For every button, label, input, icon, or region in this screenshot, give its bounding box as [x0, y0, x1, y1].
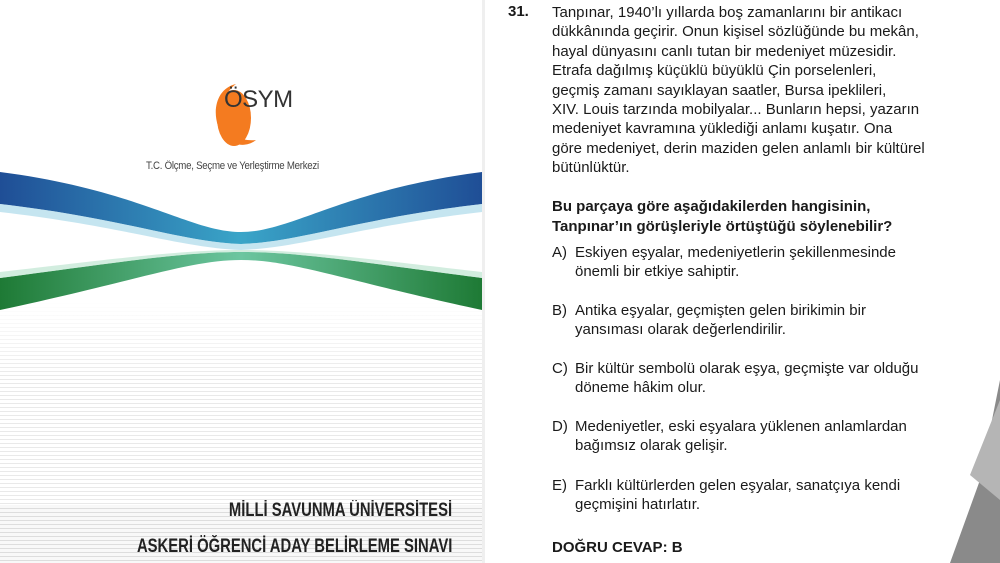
- passage-line: geçmiş zamanı sayıklayan saatler, Bursa ipeklileri,: [552, 81, 887, 99]
- option-text-line: bağımsız olarak gelişir.: [575, 437, 728, 454]
- option-letter: B): [552, 302, 567, 319]
- option-text-line: Bir kültür sembolü olarak eşya, geçmişte var olduğu: [575, 360, 919, 377]
- panel-divider: [482, 0, 485, 563]
- exam-booklet-cover: [0, 0, 482, 563]
- logo-text: ÖSYM: [224, 86, 293, 113]
- option-text-line: Antika eşyalar, geçmişten gelen birikimin bir: [575, 302, 866, 319]
- option-text-line: önemli bir etkiye sahiptir.: [575, 263, 740, 280]
- passage-line: Etrafa dağılmış küçüklü büyüklü Çin porselenleri,: [552, 62, 877, 80]
- option-text-line: döneme hâkim olur.: [575, 379, 706, 396]
- question-number: 31.: [508, 3, 529, 20]
- passage-line: XIV. Louis tarzında mobilyalar... Bunların hepsi, yazarın: [552, 101, 920, 119]
- option-text-line: Medeniyetler, eski eşyalara yüklenen anlamlardan: [575, 418, 907, 435]
- option-letter: E): [552, 477, 567, 494]
- passage-line: dükkânında geçirir. Onun kişisel sözlüğünde bu mekân,: [552, 23, 919, 41]
- option-text-line: Farklı kültürlerden gelen eşyalar, sanatçıya kendi: [575, 477, 901, 494]
- passage-line: Tanpınar, 1940’lı yıllarda boş zamanlarını bir antikacı: [552, 4, 903, 21]
- option-letter: A): [552, 244, 567, 261]
- option-letter: C): [552, 360, 568, 377]
- question-panel: [486, 0, 1000, 563]
- cover-title-line1: MİLLİ SAVUNMA ÜNİVERSİTESİ: [228, 500, 452, 521]
- passage-line: göre medeniyet, derin maziden gelen anlamlı bir kültürel: [552, 139, 925, 157]
- option-text-line: geçmişini hatırlatır.: [575, 496, 701, 513]
- passage-line: medeniyet kavramına yüklediği anlamı kuşatır. Ona: [552, 120, 893, 138]
- option-text-line: yansıması olarak değerlendirilir.: [575, 321, 786, 338]
- correct-answer: DOĞRU CEVAP: B: [552, 539, 683, 556]
- question-passage: [552, 3, 972, 178]
- prompt-line: Bu parçaya göre aşağıdakilerden hangisinin,: [552, 198, 871, 215]
- option-letter: D): [552, 418, 568, 435]
- question-prompt: [552, 197, 972, 237]
- cover-title-line2: ASKERİ ÖĞRENCİ ADAY BELİRLEME SINAVI: [136, 536, 452, 557]
- decorative-corner-shape: [940, 380, 1000, 563]
- organization-name: T.C. Ölçme, Seçme ve Yerleştirme Merkezi: [146, 160, 319, 172]
- passage-line: hayal dünyasını canlı tutan bir medeniyet müzesidir.: [552, 42, 897, 60]
- cover-wave-graphic: [0, 160, 482, 330]
- passage-line: bütünlüktür.: [552, 159, 630, 177]
- option-text-line: Eskiyen eşyalar, medeniyetlerin şekillenmesinde: [575, 244, 896, 261]
- prompt-line: Tanpınar’ın görüşleriyle örtüştüğü söylenebilir?: [552, 218, 893, 235]
